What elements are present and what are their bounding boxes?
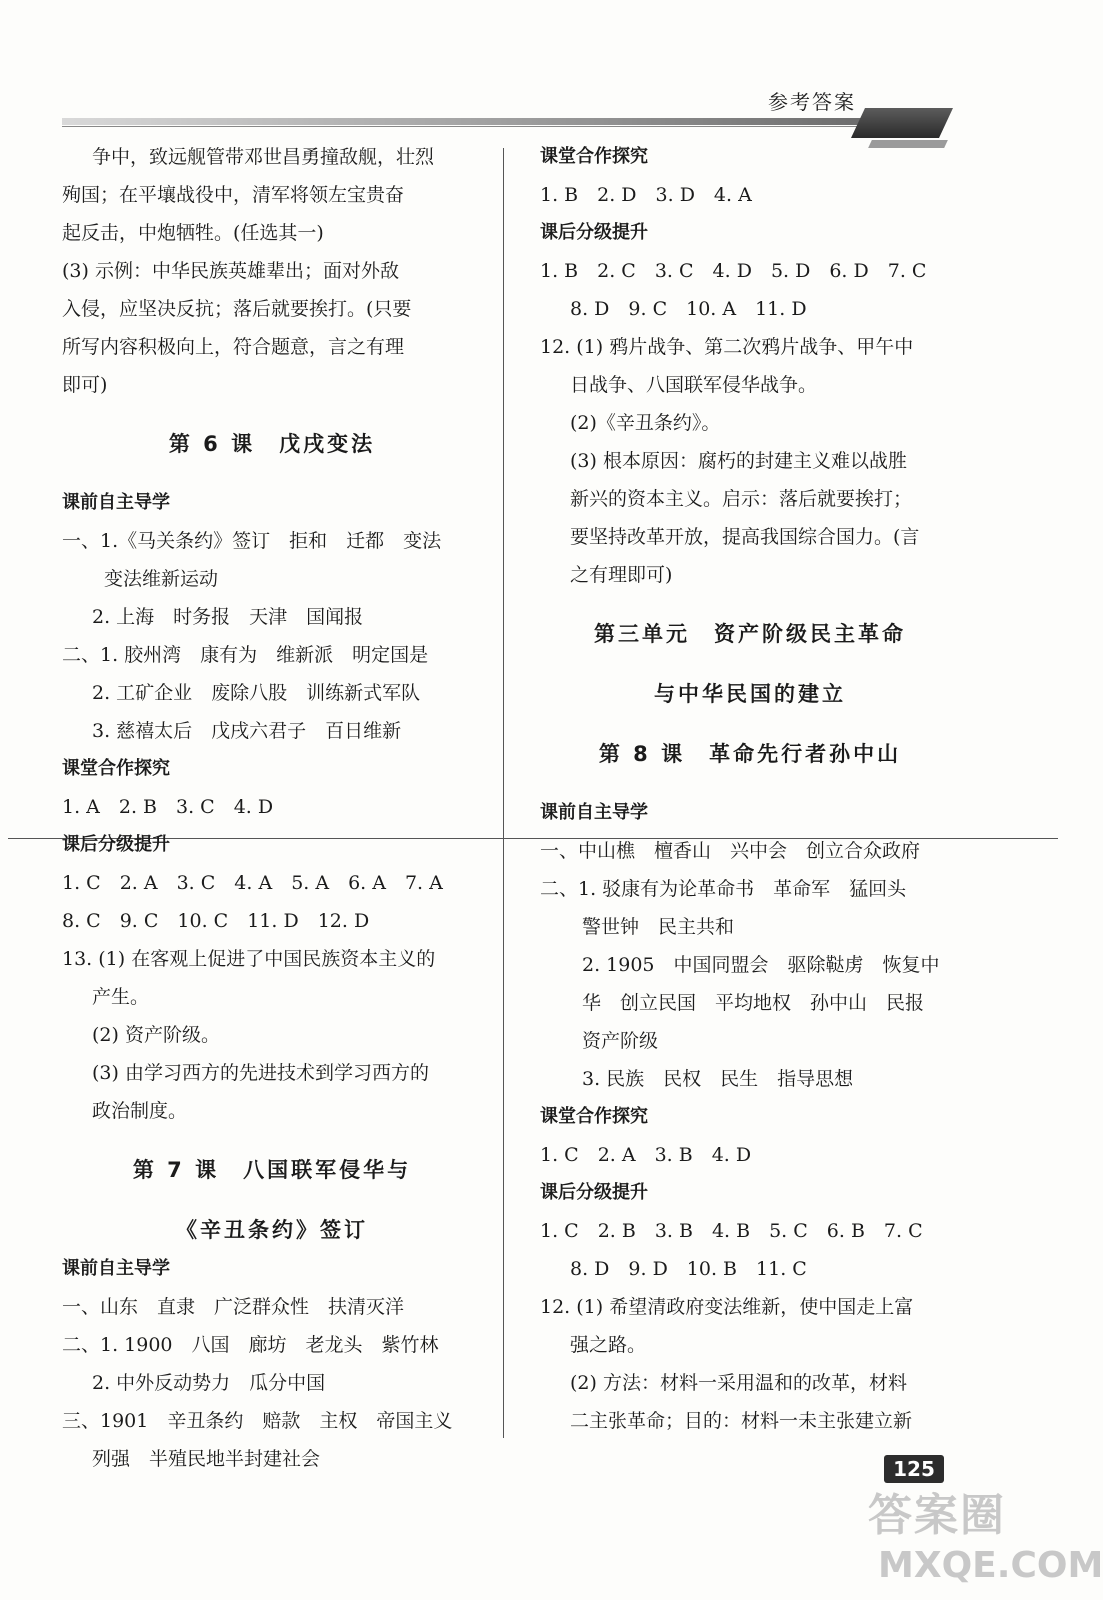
answer-line: 二主张革命；目的：材料一未主张建立新 bbox=[570, 1410, 913, 1432]
text-line: (3) 示例：中华民族英雄辈出；面对外敌 bbox=[62, 260, 399, 282]
answer-line: (2) 方法：材料一采用温和的改革，材料 bbox=[570, 1372, 907, 1394]
lesson-6-title: 第 6 课 戊戌变法 bbox=[168, 432, 376, 456]
text-line: 起反击，中炮牺牲。(任选其一) bbox=[62, 222, 324, 244]
section-heading-class: 课堂合作探究 bbox=[540, 1106, 648, 1127]
answer-line: 1. B 2. D 3. D 4. A bbox=[540, 184, 752, 206]
answer-line: 变法维新运动 bbox=[104, 568, 219, 590]
answer-line: 三、1901 辛丑条约 赔款 主权 帝国主义 bbox=[62, 1410, 453, 1432]
page-header-title: 参考答案 bbox=[768, 90, 856, 114]
text-line: 即可) bbox=[62, 374, 108, 396]
text-line: 所写内容积极向上，符合题意，言之有理 bbox=[62, 336, 405, 358]
page-number: 125 bbox=[884, 1455, 944, 1483]
answer-line: 新兴的资本主义。启示：落后就要挨打； bbox=[570, 488, 913, 510]
answer-line: 华 创立民国 平均地权 孙中山 民报 bbox=[582, 992, 925, 1014]
answer-line: 强之路。 bbox=[570, 1334, 647, 1356]
answer-line: 二、1. 胶州湾 康有为 维新派 明定国是 bbox=[62, 644, 429, 666]
answer-line: 资产阶级 bbox=[582, 1030, 659, 1052]
answer-line: 1. C 2. B 3. B 4. B 5. C 6. B 7. C bbox=[540, 1220, 923, 1242]
answer-line: 8. D 9. D 10. B 11. C bbox=[570, 1258, 807, 1280]
unit-3-title-line1: 第三单元 资产阶级民主革命 bbox=[594, 622, 906, 646]
watermark-url: MXQE.COM bbox=[878, 1545, 1103, 1586]
left-column bbox=[62, 138, 482, 1478]
section-heading-post: 课后分级提升 bbox=[540, 1182, 648, 1203]
answer-line: 8. C 9. C 10. C 11. D 12. D bbox=[62, 910, 370, 932]
answer-line: 列强 半殖民地半封建社会 bbox=[92, 1448, 321, 1470]
answer-line: 2. 工矿企业 废除八股 训练新式军队 bbox=[92, 682, 421, 704]
answer-line: 2. 1905 中国同盟会 驱除鞑虏 恢复中 bbox=[582, 954, 940, 976]
lesson-8-title: 第 8 课 革命先行者孙中山 bbox=[598, 742, 902, 766]
answer-line: 13. (1) 在客观上促进了中国民族资本主义的 bbox=[62, 948, 436, 970]
answer-line: 8. D 9. C 10. A 11. D bbox=[570, 298, 807, 320]
text-line: 入侵，应坚决反抗；落后就要挨打。(只要 bbox=[62, 298, 412, 320]
answer-line: 日战争、八国联军侵华战争。 bbox=[570, 374, 818, 396]
watermark-text: 答案圈 bbox=[868, 1490, 1006, 1541]
answer-line: 一、中山樵 檀香山 兴中会 创立合众政府 bbox=[540, 840, 921, 862]
unit-3-title-line2: 与中华民国的建立 bbox=[654, 682, 846, 706]
header-tab-decoration bbox=[851, 108, 953, 138]
lesson-7-title-line1: 第 7 课 八国联军侵华与 bbox=[132, 1158, 412, 1182]
section-heading-pre: 课前自主导学 bbox=[62, 492, 170, 513]
section-heading-pre: 课前自主导学 bbox=[540, 802, 648, 823]
answer-line: 12. (1) 鸦片战争、第二次鸦片战争、甲午中 bbox=[540, 336, 914, 358]
watermark-logo bbox=[868, 1488, 1103, 1596]
text-line: 争中，致远舰管带邓世昌勇撞敌舰，壮烈 bbox=[92, 146, 435, 168]
answer-line: 1. A 2. B 3. C 4. D bbox=[62, 796, 274, 818]
answer-line: 1. C 2. A 3. C 4. A 5. A 6. A 7. A bbox=[62, 872, 443, 894]
answer-line: (3) 由学习西方的先进技术到学习西方的 bbox=[92, 1062, 429, 1084]
answer-line: 12. (1) 希望清政府变法维新，使中国走上富 bbox=[540, 1296, 914, 1318]
answer-line: 二、1. 1900 八国 廊坊 老龙头 紫竹林 bbox=[62, 1334, 439, 1356]
answer-line: 政治制度。 bbox=[92, 1100, 188, 1122]
section-heading-post: 课后分级提升 bbox=[540, 222, 648, 243]
answer-line: (3) 根本原因：腐朽的封建主义难以战胜 bbox=[570, 450, 907, 472]
section-heading-post: 课后分级提升 bbox=[62, 834, 170, 855]
answer-line: 3. 慈禧太后 戊戌六君子 百日维新 bbox=[92, 720, 402, 742]
right-column bbox=[540, 138, 960, 1440]
section-heading-class: 课堂合作探究 bbox=[540, 146, 648, 167]
answer-line: 产生。 bbox=[92, 986, 150, 1008]
answer-line: 要坚持改革开放，提高我国综合国力。(言 bbox=[570, 526, 920, 548]
answer-line: (2) 资产阶级。 bbox=[92, 1024, 220, 1046]
text-line: 殉国；在平壤战役中，清军将领左宝贵奋 bbox=[62, 184, 405, 206]
answer-line: 1. B 2. C 3. C 4. D 5. D 6. D 7. C bbox=[540, 260, 927, 282]
answer-line: (2)《辛丑条约》。 bbox=[570, 412, 721, 434]
header-rule bbox=[62, 126, 862, 127]
answer-line: 2. 上海 时务报 天津 国闻报 bbox=[92, 606, 364, 628]
header-band bbox=[62, 118, 862, 125]
section-heading-class: 课堂合作探究 bbox=[62, 758, 170, 779]
answer-line: 一、1.《马关条约》签订 拒和 迁都 变法 bbox=[62, 530, 442, 552]
answer-line: 2. 中外反动势力 瓜分中国 bbox=[92, 1372, 326, 1394]
column-divider bbox=[503, 148, 504, 1438]
answer-line: 二、1. 驳康有为论革命书 革命军 猛回头 bbox=[540, 878, 907, 900]
answer-line: 一、山东 直隶 广泛群众性 扶清灭洋 bbox=[62, 1296, 405, 1318]
answer-line: 3. 民族 民权 民生 指导思想 bbox=[582, 1068, 854, 1090]
answer-line: 警世钟 民主共和 bbox=[582, 916, 735, 938]
answer-line: 1. C 2. A 3. B 4. D bbox=[540, 1144, 752, 1166]
lesson-7-title-line2: 《辛丑条约》签订 bbox=[176, 1218, 368, 1242]
section-heading-pre: 课前自主导学 bbox=[62, 1258, 170, 1279]
answer-line: 之有理即可) bbox=[570, 564, 673, 586]
